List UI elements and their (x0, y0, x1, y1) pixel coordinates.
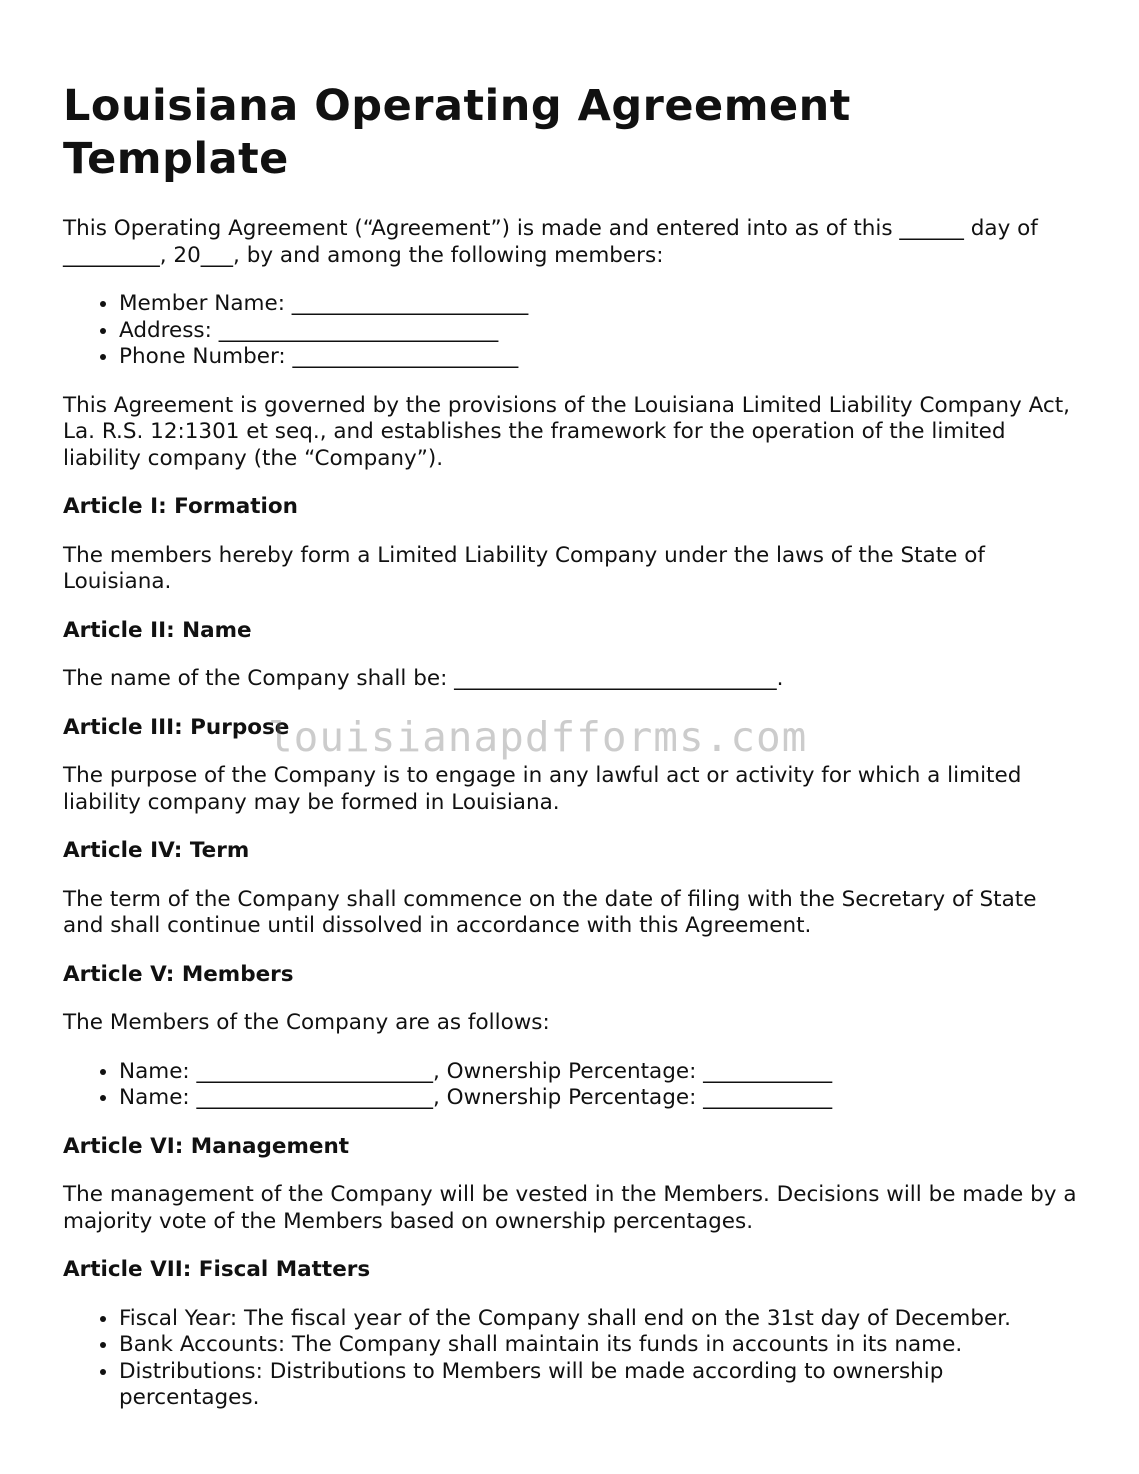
intro-paragraph: This Operating Agreement (“Agreement”) is made and entered into as of this ______ day of _________, 20___, by and among the following members: (63, 216, 1038, 268)
article-name-heading: Article II: Name (63, 617, 252, 643)
governing-paragraph: This Agreement is governed by the provisions of the Louisiana Limited Liability Company Act, La. R.S. 12:1301 et seq., and establishes the framework for the operation of the limited liability company (the “Company”). (63, 392, 1070, 471)
member-entry: • Name: ______________________, Ownership Percentage: ____________ (119, 1085, 1083, 1112)
article-purpose-heading: Article III: Purpose (63, 714, 290, 740)
article-term-heading: Article IV: Term (63, 838, 250, 863)
member-address-field: • Address: __________________________ (119, 318, 1083, 345)
article-management-text: The management of the Company will be vested in the Members. Decisions will be made by a majority vote of the Members based on ownership percentages. (63, 1182, 1077, 1234)
article-members-heading: Article V: Members (63, 961, 294, 987)
article-name-text: The name of the Company shall be: ______________________________. (63, 666, 784, 691)
article-term-text: The term of the Company shall commence on the date of filing with the Secretary of State and shall continue until dissolved in accordance with this Agreement. (63, 886, 1037, 938)
article-purpose-text: The purpose of the Company is to engage in any lawful act or activity for which a limited liability company may be formed in Louisiana. (63, 763, 1022, 815)
article-management-heading: Article VI: Management (63, 1133, 350, 1159)
watermark-text: louisianapdfforms.com (268, 713, 808, 761)
article-fiscal-heading: Article VII: Fiscal Matters (63, 1257, 371, 1282)
article-members-text: The Members of the Company are as follows: (63, 1010, 550, 1035)
members-list (63, 1059, 1083, 1112)
document-title: Louisiana Operating Agreement Template (63, 81, 851, 184)
bank-accounts-item: • Bank Accounts: The Company shall maintain its funds in accounts in its name. (119, 1332, 1083, 1359)
fiscal-list (63, 1306, 1083, 1412)
member-entry: • Name: ______________________, Ownership Percentage: ____________ (119, 1059, 1083, 1086)
distributions-item: • Distributions: Distributions to Members will be made according to ownership percentages. (119, 1359, 1083, 1412)
member-phone-field: • Phone Number: _____________________ (119, 344, 1083, 371)
article-formation-heading: Article I: Formation (63, 494, 298, 519)
fiscal-year-item: • Fiscal Year: The fiscal year of the Company shall end on the 31st day of December. (119, 1306, 1083, 1333)
article-formation-text: The members hereby form a Limited Liability Company under the laws of the State of Louisiana. (63, 542, 985, 594)
member-fields-list (63, 291, 1083, 371)
member-name-field: • Member Name: ______________________ (119, 291, 1083, 318)
